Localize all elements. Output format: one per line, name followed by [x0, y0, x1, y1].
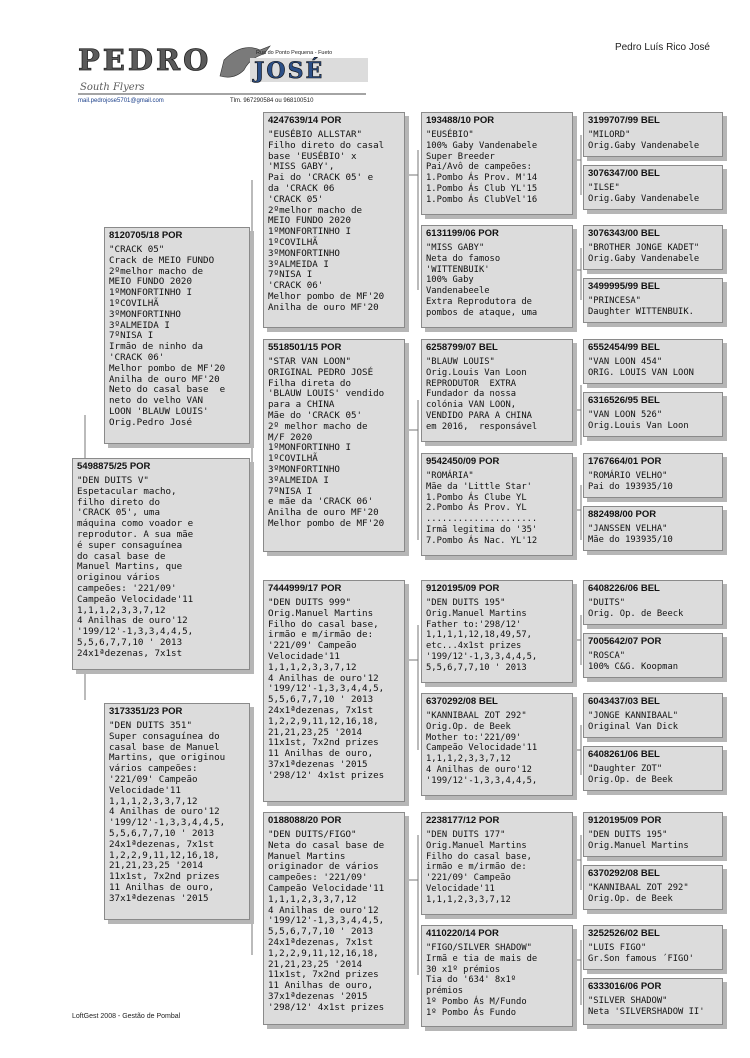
ring-number: 7444999/17 POR	[268, 583, 342, 594]
bird-details: "DEN DUITS 351" Super consaguínea do casal base de Manuel Martins, que originou vários campeões: '221/09' Campeão Velocidade'11 1,1,1,2,3,3,7,12 4 Anilhas de ouro'12 '199/12'-1,3,3,4,4,5, 5,5,6,7,7,10 ' 2013 24x1ªdezenas, 7x1st 1,2,2,9,11,12,16,18, 21,21,23,25 '2014 11x1st, 7x2nd prizes 11 Anilhas de ouro, 37x1ªdezenas '2015	[109, 720, 226, 904]
bird-details: "MILORD" Orig.Gaby Vandenabele	[588, 130, 700, 151]
pedigree-card-gen3	[421, 693, 573, 796]
ring-number: 9120195/09 POR	[588, 815, 662, 826]
pedigree-card-gen2	[263, 812, 405, 1025]
pedigree-card-gen4	[583, 633, 723, 678]
pedigree-card-gen3	[421, 812, 573, 915]
ring-number: 6552454/99 BEL	[588, 342, 660, 353]
bird-details: "SILVER SHADOW" Neta 'SILVERSHADOW II'	[588, 996, 705, 1017]
pedigree-card-gen2	[263, 580, 405, 802]
bird-details: "JONGE KANNIBAAL" Original Van Dick	[588, 711, 679, 732]
ring-number: 6316526/95 BEL	[588, 395, 660, 406]
bird-details: "ILSE" Orig.Gaby Vandenabele	[588, 183, 700, 204]
bird-details: "DEN DUITS 177" Orig.Manuel Martins Filho do casal base, irmão e m/irmão de: '221/09' Campeão Velocidade'11 1,1,1,2,3,3,7,12	[426, 830, 532, 905]
bird-details: "DEN DUITS 999" Orig.Manuel Martins Filho do casal base, irmão e m/irmão de: '221/09' Campeão Velocidade'11 1,1,1,2,3,3,7,12 4 Anilhas de ouro'12 '199/12'-1,3,3,4,4,5, 5,5,6,7,7,10 ' 2013 24x1ªdezenas, 7x1st 1,2,2,9,11,12,16,18, 21,21,23,25 '2014 11x1st, 7x2nd prizes 11 Anilhas de ouro, 37x1ªdezenas '2015 '298/12' 4x1st prizes	[268, 597, 385, 781]
ring-number: 3076347/00 BEL	[588, 168, 660, 179]
bird-details: "Daughter ZOT" Orig.Op. de Beek	[588, 764, 673, 785]
ring-number: 3252526/02 BEL	[588, 928, 660, 939]
ring-number: 5498875/25 POR	[77, 461, 151, 472]
ring-number: 9120195/09 POR	[426, 583, 500, 594]
ring-number: 8120705/18 POR	[109, 230, 183, 241]
pedigree-card-gen4	[583, 165, 723, 210]
pedigree-card-gen4	[583, 978, 723, 1025]
bird-details: "FIGO/SILVER SHADOW" Irmã e tia de mais de 30 x1º prémios Tia do '634' 8x1º prémios 1º Pombo Ás M/Fundo 1º Pombo Ás Fundo	[426, 943, 538, 1018]
pedigree-card-gen4	[583, 812, 723, 857]
ring-number: 6408261/06 BEL	[588, 749, 660, 760]
pedigree-card-gen4	[583, 225, 723, 270]
bird-details: "STAR VAN LOON" ORIGINAL PEDRO JOSÉ Filha direta do 'BLAUW LOUIS' vendido para a CHINA Mãe do 'CRACK 05' 2º melhor macho de M/F 2020 1ºMONFORTINHO I 1ºCOVILHÃ 3ºMONFORTINHO 3ºALMEIDA I 7ºNISA I e mãe da 'CRACK 06' Anilha de ouro MF'20 Melhor pombo de MF'20	[268, 356, 385, 529]
pedigree-card-gen4	[583, 392, 723, 437]
ring-number: 9542450/09 POR	[426, 456, 500, 467]
logo-address: Rua do Ponto Pequena - Fueto	[256, 50, 333, 56]
ring-number: 3199707/99 BEL	[588, 115, 660, 126]
pedigree-card-dam	[104, 703, 250, 920]
pedigree-card-gen3	[421, 112, 573, 215]
pedigree-card-gen2	[263, 112, 405, 328]
logo-name-pedro: PEDRO	[78, 43, 212, 77]
bird-details: "DEN DUITS/FIGO" Neta do casal base de Manuel Martins originador de vários campeões: '221/09' Campeão Velocidade'11 1,1,1,2,3,3,7,12 4 Anilhas de ouro'12 '199/12'-1,3,3,4,4,5, 5,5,6,7,7,10 ' 2013 24x1ªdezenas, 7x1st 1,2,2,9,11,12,16,18, 21,21,23,25 '2014 11x1st, 7x2nd prizes 11 Anilhas de ouro, 37x1ªdezenas '2015 '298/12' 4x1st prizes	[268, 829, 385, 1013]
ring-number: 6131199/06 POR	[426, 228, 499, 239]
ring-number: 4247639/14 POR	[268, 115, 342, 126]
bird-details: "ROSCA" 100% C&G. Koopman	[588, 651, 679, 672]
pedigree-card-subject	[72, 458, 250, 670]
bird-details: "KANNIBAAL ZOT 292" Orig.Op. de Beek	[588, 883, 689, 904]
bird-details: "BLAUW LOUIS" Orig.Louis Van Loon REPRODUTOR EXTRA Fundador da nossa colónia VAN LOON, VENDIDO PARA A CHINA em 2016, responsável	[426, 357, 538, 432]
pedigree-card-gen4	[583, 506, 723, 551]
ring-number: 882498/00 POR	[588, 509, 657, 520]
logo-phone: Tlm. 967290584 ou 968100510	[230, 98, 314, 104]
bird-details: "KANNIBAAL ZOT 292" Orig.Op. de Beek Mother to:'221/09' Campeão Velocidade'11 1,1,1,2,3,3,7,12 4 Anilhas de ouro'12 '199/12'-1,3,3,4,4,5,	[426, 711, 538, 786]
pedigree-card-gen4	[583, 693, 723, 738]
pedigree-card-gen3	[421, 453, 573, 556]
pedigree-card-gen4	[583, 453, 723, 498]
pedigree-card-gen4	[583, 339, 723, 384]
footer-text: LoftGest 2008 - Gestão de Pombal	[72, 1013, 181, 1020]
ring-number: 6043437/03 BEL	[588, 696, 660, 707]
ring-number: 6370292/08 BEL	[426, 696, 498, 707]
logo-tagline: South Flyers	[80, 82, 145, 93]
bird-details: "ROMÁRIO VELHO" Pai do 193935/10	[588, 471, 673, 492]
bird-details: "VAN LOON 454" ORIG. LOUIS VAN LOON	[588, 357, 694, 378]
ring-number: 2238177/12 POR	[426, 815, 500, 826]
pedigree-card-gen4	[583, 746, 723, 791]
ring-number: 193488/10 POR	[426, 115, 495, 126]
pedigree-card-gen4	[583, 278, 723, 323]
bird-details: "JANSSEN VELHA" Mãe do 193935/10	[588, 524, 673, 545]
pedigree-card-gen3	[421, 580, 573, 683]
ring-number: 3499995/99 BEL	[588, 281, 660, 292]
pedigree-card-sire	[104, 227, 250, 444]
bird-details: "EUSÉBIO ALLSTAR" Filho direto do casal base 'EUSÉBIO' x 'MISS GABY', Pai do 'CRACK 05' e da 'CRACK 06 'CRACK 05' 2ºmelhor macho de MEIO FUNDO 2020 1ºMONFORTINHO I 1ºCOVILHÃ 3ºMONFORTINHO 3ºALMEIDA I 7ºNISA I 'CRACK 06' Melhor pombo de MF'20 Anilha de ouro MF'20	[268, 129, 385, 313]
ring-number: 1767664/01 POR	[588, 456, 662, 467]
ring-number: 4110220/14 POR	[426, 928, 499, 939]
bird-details: "DEN DUITS V" Espetacular macho, filho direto do 'CRACK 05', uma máquina como voador e reprodutor. A sua mãe é super consaguínea do casal base de Manuel Martins, que originou vários campeões: '221/09' Campeão Velocidade'11 1,1,1,2,3,3,7,12 4 Anilhas de ouro'12 '199/12'-1,3,3,4,4,5, 5,5,6,7,7,10 ' 2013 24x1ªdezenas, 7x1st	[77, 475, 194, 659]
ring-number: 7005642/07 POR	[588, 636, 662, 647]
pedigree-card-gen3	[421, 225, 573, 328]
pedigree-card-gen4	[583, 865, 723, 910]
ring-number: 5518501/15 POR	[268, 342, 342, 353]
pedigree-card-gen3	[421, 925, 573, 1027]
bird-details: "LUIS FIGO" Gr.Son famous ´FIGO'	[588, 943, 694, 964]
pedigree-card-gen2	[263, 339, 405, 552]
pedigree-card-gen4	[583, 580, 723, 625]
bird-details: "CRACK 05" Crack de MEIO FUNDO 2ºmelhor macho de MEIO FUNDO 2020 1ºMONFORTINHO I 1ºCOVILHÃ 3ºMONFORTINHO 3ºALMEIDA I 7ºNISA I Irmão de ninho da 'CRACK 06' Melhor pombo de MF'20 Anilha de ouro MF'20 Neto do casal base e neto do velho VAN LOON 'BLAUW LOUIS' Orig.Pedro José	[109, 244, 226, 428]
pedigree-card-gen3	[421, 339, 573, 442]
pedigree-card-gen4	[583, 112, 723, 157]
bird-details: "MISS GABY" Neta do famoso 'WITTENBUIK' 100% Gaby Vandenabeele Extra Reprodutora de pombos de ataque, uma	[426, 243, 538, 318]
pedigree-card-gen4	[583, 925, 723, 970]
ring-number: 3173351/23 POR	[109, 706, 183, 717]
bird-details: "DUITS" Orig. Op. de Beeck	[588, 598, 684, 619]
ring-number: 3076343/00 BEL	[588, 228, 660, 239]
ring-number: 0188088/20 POR	[268, 815, 342, 826]
bird-details: "VAN LOON 526" Orig.Louis Van Loon	[588, 410, 689, 431]
logo-email: mail.pedrojose5701@gmail.com	[78, 98, 164, 104]
ring-number: 6408226/06 BEL	[588, 583, 660, 594]
bird-details: "PRINCESA" Daughter WITTENBUIK.	[588, 296, 694, 317]
ring-number: 6258799/07 BEL	[426, 342, 498, 353]
bird-details: "DEN DUITS 195" Orig.Manuel Martins Father to:'298/12' 1,1,1,1,12,18,49,57, etc...4x1st prizes '199/12'-1,3,3,4,4,5, 5,5,6,7,7,10 ' 2013	[426, 598, 538, 673]
bird-details: "DEN DUITS 195" Orig.Manuel Martins	[588, 830, 689, 851]
bird-details: "BROTHER JONGE KADET" Orig.Gaby Vandenabele	[588, 243, 700, 264]
bird-details: "EUSÉBIO" 100% Gaby Vandenabele Super Breeder Pai/Avô de campeões: 1.Pombo Ás Prov. M'14 1.Pombo Ás Club YL'15 1.Pombo Ás ClubVel'16	[426, 130, 538, 205]
owner-name: Pedro Luís Rico José	[614, 42, 710, 53]
ring-number: 6370292/08 BEL	[588, 868, 660, 879]
logo-name-jose: JOSÉ	[254, 58, 325, 84]
ring-number: 6333016/06 POR	[588, 981, 662, 992]
bird-details: "ROMÁRIA" Mãe da 'Little Star' 1.Pombo Ás Clube YL 2.Pombo Ás Prov. YL ..................... Irmã legitima do '35' 7.Pombo Ás Nac. YL'12	[426, 471, 538, 546]
